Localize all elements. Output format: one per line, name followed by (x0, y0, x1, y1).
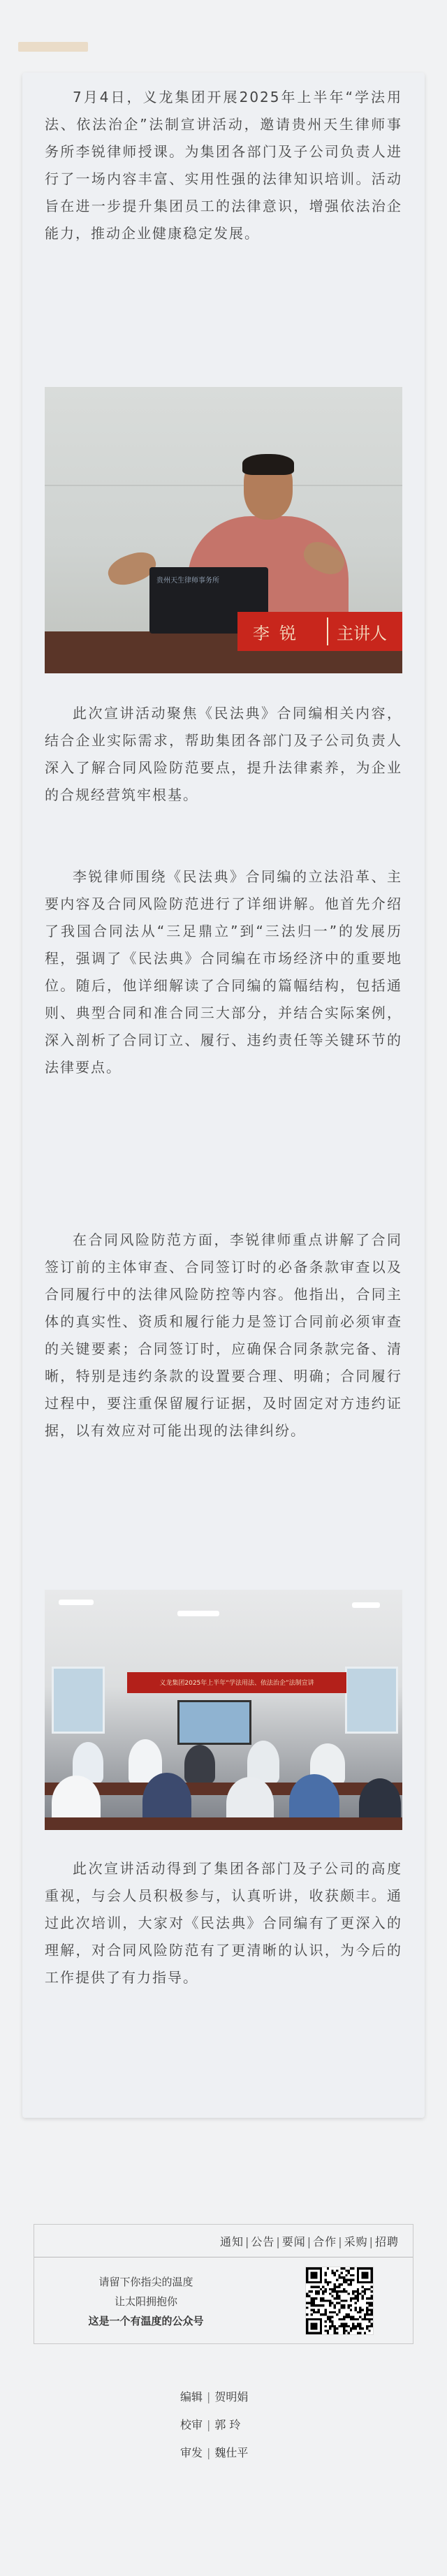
nav-link-recruitment[interactable]: 招聘 (374, 2235, 399, 2248)
credit-role: 编辑 (180, 2390, 203, 2403)
event-banner (127, 1672, 346, 1693)
ceiling-light (352, 1602, 380, 1608)
attendee (184, 1745, 215, 1784)
audience-photo (45, 1590, 402, 1830)
nameplate-name: 李锐 (253, 624, 306, 643)
article-paragraph-4: 在合同风险防范方面，李锐律师重点讲解了合同签订前的主体审查、合同签订时的必备条款审查以及合同履行中的法律风险防控等内容。他指出，合同主体的真实性、资质和履行能力是签订合同前必须审查的关键要素；合同签订时，应确保合同条款完备、清晰，特别是违约条款的设置要合理、明确；合同履行过程中，要注重保留履行证据，及时固定对方违约证据，以有效应对可能出现的法律纠纷。 (45, 1231, 402, 1439)
credit-name: 郭 玲 (214, 2418, 241, 2431)
footer-slogan (76, 2272, 216, 2331)
nav-separator: | (244, 2235, 250, 2248)
article-paragraph-1: 7月4日，义龙集团开展2025年上半年“学法用法、依法治企”法制宣讲活动，邀请贵州天生律师事务所李锐律师授课。为集团各部门及子公司负责人进行了一场内容丰富、实用性强的法律知识培训。活动旨在进一步提升集团员工的法律意识，增强依法治企能力，推动企业健康稳定发展。 (45, 89, 402, 242)
wall-trim (45, 485, 402, 486)
nav-link-notice[interactable]: 通知 (219, 2235, 244, 2248)
credit-publisher: 审发 | 魏仕平 (180, 2446, 249, 2459)
nameplate-divider (327, 617, 328, 645)
footer-nav (220, 2233, 399, 2249)
nameplate (237, 612, 402, 651)
lecturer-photo (45, 387, 402, 673)
credit-reviewer: 校审 | 郭 玲 (180, 2418, 241, 2431)
desk-row (45, 1817, 402, 1830)
slogan-line-2: 让太阳拥抱你 (114, 2295, 177, 2308)
ceiling-light (59, 1600, 94, 1605)
credit-role: 校审 (180, 2418, 203, 2431)
lecturer-hair (242, 454, 294, 475)
credit-editor: 编辑 | 贺明娟 (180, 2390, 249, 2403)
article-paragraph-5: 此次宣讲活动得到了集团各部门及子公司的高度重视，与会人员积极参与，认真听讲，收获颇丰。通过此次培训，大家对《民法典》合同编有了更深入的理解，对合同风险防范有了更清晰的认识，为今后的工作提供了有力指导。 (45, 1860, 402, 1986)
nav-link-cooperation[interactable]: 合作 (313, 2235, 337, 2248)
qr-code[interactable] (305, 2267, 374, 2335)
credit-role: 审发 (180, 2446, 203, 2459)
nav-separator: | (307, 2235, 312, 2248)
laptop-label: 贵州天生律师事务所 (156, 577, 219, 585)
window (52, 1667, 105, 1734)
nav-separator: | (276, 2235, 281, 2248)
credit-name: 魏仕平 (214, 2446, 249, 2459)
nav-separator: | (369, 2235, 374, 2248)
banner-text: 义龙集团2025年上半年“学法用法、依法治企”法制宣讲 (159, 1680, 314, 1687)
footer-box (34, 2224, 413, 2344)
credit-name: 贺明娟 (214, 2390, 249, 2403)
slogan-line-1: 请留下你指尖的温度 (98, 2276, 193, 2288)
slogan-line-3: 这是一个有温度的公众号 (88, 2315, 204, 2327)
nav-link-procurement[interactable]: 采购 (344, 2235, 368, 2248)
article-paragraph-2: 此次宣讲活动聚焦《民法典》合同编相关内容，结合企业实际需求，帮助集团各部门及子公司负责人深入了解合同风险防范要点，提升法律素养，为企业的合规经营筑牢根基。 (45, 705, 402, 803)
window (345, 1667, 398, 1734)
article-paragraph-3: 李锐律师围绕《民法典》合同编的立法沿革、主要内容及合同风险防范进行了详细讲解。他首先介绍了我国合同法从“三足鼎立”到“三法归一”的发展历程，强调了《民法典》合同编在市场经济中的重要地位。随后，他详细解读了合同编的篇幅结构，包括通则、典型合同和准合同三大部分，并结合实际案例，深入剖析了合同订立、履行、违约责任等关键环节的法律要点。 (45, 868, 402, 1076)
nav-separator: | (338, 2235, 343, 2248)
nameplate-role: 主讲人 (337, 624, 387, 643)
credits (180, 2383, 248, 2467)
nav-link-announcement[interactable]: 公告 (251, 2235, 275, 2248)
projection-screen (177, 1700, 251, 1745)
top-accent-tab (18, 42, 88, 52)
ceiling-light (177, 1611, 219, 1616)
nav-link-news[interactable]: 要闻 (281, 2235, 306, 2248)
